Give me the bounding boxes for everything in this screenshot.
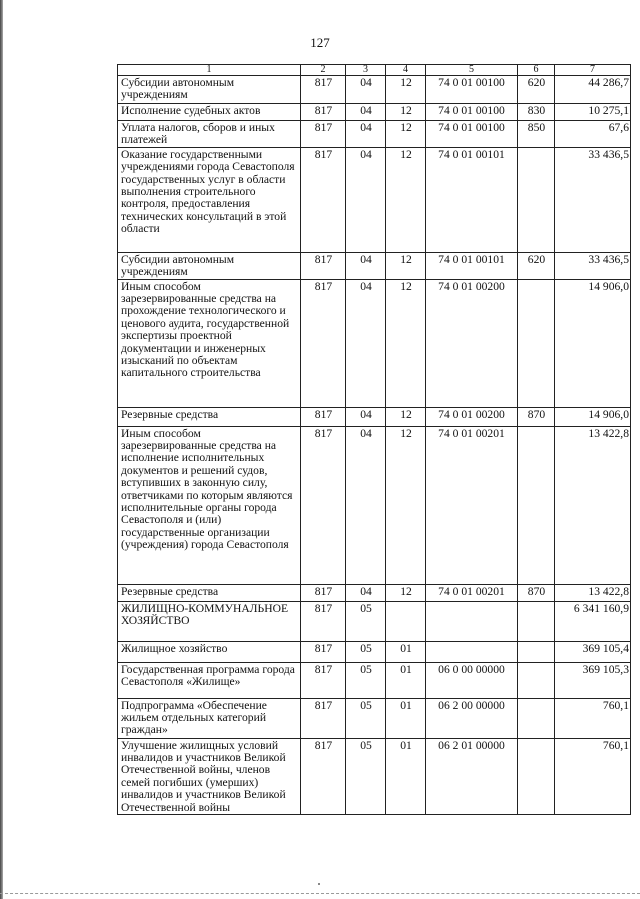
subsection-code: 01 [386,738,426,814]
amount-value: 6 341 160,9 [555,601,631,641]
target-article-code: 74 0 01 00200 [426,407,518,426]
table-row [118,426,631,584]
subsection-code: 12 [386,121,426,148]
subsection-code: 12 [386,279,426,407]
amount-value: 760,1 [555,738,631,814]
expense-type-code [518,147,555,252]
expense-type-code [518,641,555,662]
column-header: 2 [301,65,346,76]
target-article-code: 74 0 01 00101 [426,147,518,252]
scan-bottom-line [0,893,640,895]
ministry-code: 817 [301,147,346,252]
column-header: 3 [346,65,386,76]
section-code: 04 [346,121,386,148]
scan-speck [318,883,320,885]
ministry-code: 817 [301,104,346,121]
expense-type-code: 870 [518,407,555,426]
table-row [118,698,631,738]
table-body [118,76,631,815]
table-row [118,601,631,641]
amount-value: 369 105,3 [555,662,631,698]
table-row [118,147,631,252]
column-header: 7 [555,65,631,76]
section-code: 04 [346,279,386,407]
column-header: 4 [386,65,426,76]
amount-value: 10 275,1 [555,104,631,121]
target-article-code: 06 2 01 00000 [426,738,518,814]
section-code: 04 [346,252,386,279]
subsection-code: 01 [386,698,426,738]
section-code: 05 [346,698,386,738]
section-code: 05 [346,738,386,814]
subsection-code: 12 [386,584,426,601]
budget-item-name: Резервные средства [118,584,301,601]
section-code: 05 [346,662,386,698]
ministry-code: 817 [301,121,346,148]
section-code: 05 [346,601,386,641]
section-code: 04 [346,426,386,584]
budget-item-name: Оказание государственными учреждениями города Севастополя государственных услуг в области выполнения строительного контроля, предоставления технических консультаций в этой области [118,147,301,252]
section-code: 04 [346,104,386,121]
section-code: 04 [346,76,386,104]
target-article-code: 74 0 01 00200 [426,279,518,407]
target-article-code: 06 2 00 00000 [426,698,518,738]
table-row [118,279,631,407]
table-row [118,104,631,121]
ministry-code: 817 [301,738,346,814]
table-row [118,121,631,148]
budget-item-name: Государственная программа города Севастополя «Жилище» [118,662,301,698]
ministry-code: 817 [301,641,346,662]
subsection-code: 01 [386,641,426,662]
amount-value: 13 422,8 [555,426,631,584]
subsection-code: 12 [386,407,426,426]
target-article-code: 06 0 00 00000 [426,662,518,698]
table-row [118,584,631,601]
page-number: 127 [310,35,330,50]
budget-item-name: Исполнение судебных актов [118,104,301,121]
budget-item-name: Улучшение жилищных условий инвалидов и участников Великой Отечественной войны, членов семей погибших (умерших) инвалидов и участников Великой Отечественной войны [118,738,301,814]
section-code: 04 [346,407,386,426]
subsection-code: 12 [386,76,426,104]
amount-value: 44 286,7 [555,76,631,104]
column-header: 5 [426,65,518,76]
expense-type-code [518,738,555,814]
target-article-code: 74 0 01 00100 [426,104,518,121]
ministry-code: 817 [301,76,346,104]
ministry-code: 817 [301,426,346,584]
ministry-code: 817 [301,662,346,698]
target-article-code: 74 0 01 00100 [426,121,518,148]
expense-type-code: 620 [518,76,555,104]
section-code: 04 [346,584,386,601]
target-article-code: 74 0 01 00201 [426,426,518,584]
table-row [118,738,631,814]
table-header-row [118,65,631,76]
budget-item-name: Резервные средства [118,407,301,426]
subsection-code: 12 [386,426,426,584]
budget-item-name: Иным способом зарезервированные средства на прохождение технологического и ценового аудита, государственной экспертизы проектной документации и инженерных изысканий по объектам капитального строительства [118,279,301,407]
ministry-code: 817 [301,252,346,279]
amount-value: 13 422,8 [555,584,631,601]
budget-item-name: Субсидии автономным учреждениям [118,76,301,104]
target-article-code: 74 0 01 00201 [426,584,518,601]
subsection-code: 12 [386,252,426,279]
target-article-code [426,641,518,662]
expense-type-code: 620 [518,252,555,279]
subsection-code: 12 [386,147,426,252]
budget-item-name: Жилищное хозяйство [118,641,301,662]
ministry-code: 817 [301,601,346,641]
subsection-code [386,601,426,641]
table-row [118,641,631,662]
expense-type-code [518,698,555,738]
amount-value: 14 906,0 [555,407,631,426]
expense-type-code: 830 [518,104,555,121]
amount-value: 33 436,5 [555,252,631,279]
budget-item-name: ЖИЛИЩНО-КОММУНАЛЬНОЕ ХОЗЯЙСТВО [118,601,301,641]
section-code: 05 [346,641,386,662]
ministry-code: 817 [301,698,346,738]
table-row [118,252,631,279]
amount-value: 760,1 [555,698,631,738]
amount-value: 369 105,4 [555,641,631,662]
amount-value: 14 906,0 [555,279,631,407]
table-row [118,76,631,104]
amount-value: 33 436,5 [555,147,631,252]
column-header: 6 [518,65,555,76]
expense-type-code: 850 [518,121,555,148]
expense-type-code: 870 [518,584,555,601]
target-article-code: 74 0 01 00101 [426,252,518,279]
expense-type-code [518,601,555,641]
subsection-code: 12 [386,104,426,121]
expense-type-code [518,662,555,698]
budget-item-name: Уплата налогов, сборов и иных платежей [118,121,301,148]
amount-value: 67,6 [555,121,631,148]
target-article-code [426,601,518,641]
budget-item-name: Иным способом зарезервированные средства на исполнение исполнительных документов и решений судов, вступивших в законную силу, ответчиками по которым являются исполнительные органы города Севастополя и (или) государственные организации (учреждения) города Севастополя [118,426,301,584]
budget-table [117,64,631,815]
scan-edge [0,0,3,899]
budget-item-name: Субсидии автономным учреждениям [118,252,301,279]
expense-type-code [518,426,555,584]
expense-type-code [518,279,555,407]
ministry-code: 817 [301,407,346,426]
ministry-code: 817 [301,279,346,407]
target-article-code: 74 0 01 00100 [426,76,518,104]
column-header: 1 [118,65,301,76]
ministry-code: 817 [301,584,346,601]
section-code: 04 [346,147,386,252]
table-row [118,662,631,698]
table-row [118,407,631,426]
budget-item-name: Подпрограмма «Обеспечение жильем отдельных категорий граждан» [118,698,301,738]
subsection-code: 01 [386,662,426,698]
